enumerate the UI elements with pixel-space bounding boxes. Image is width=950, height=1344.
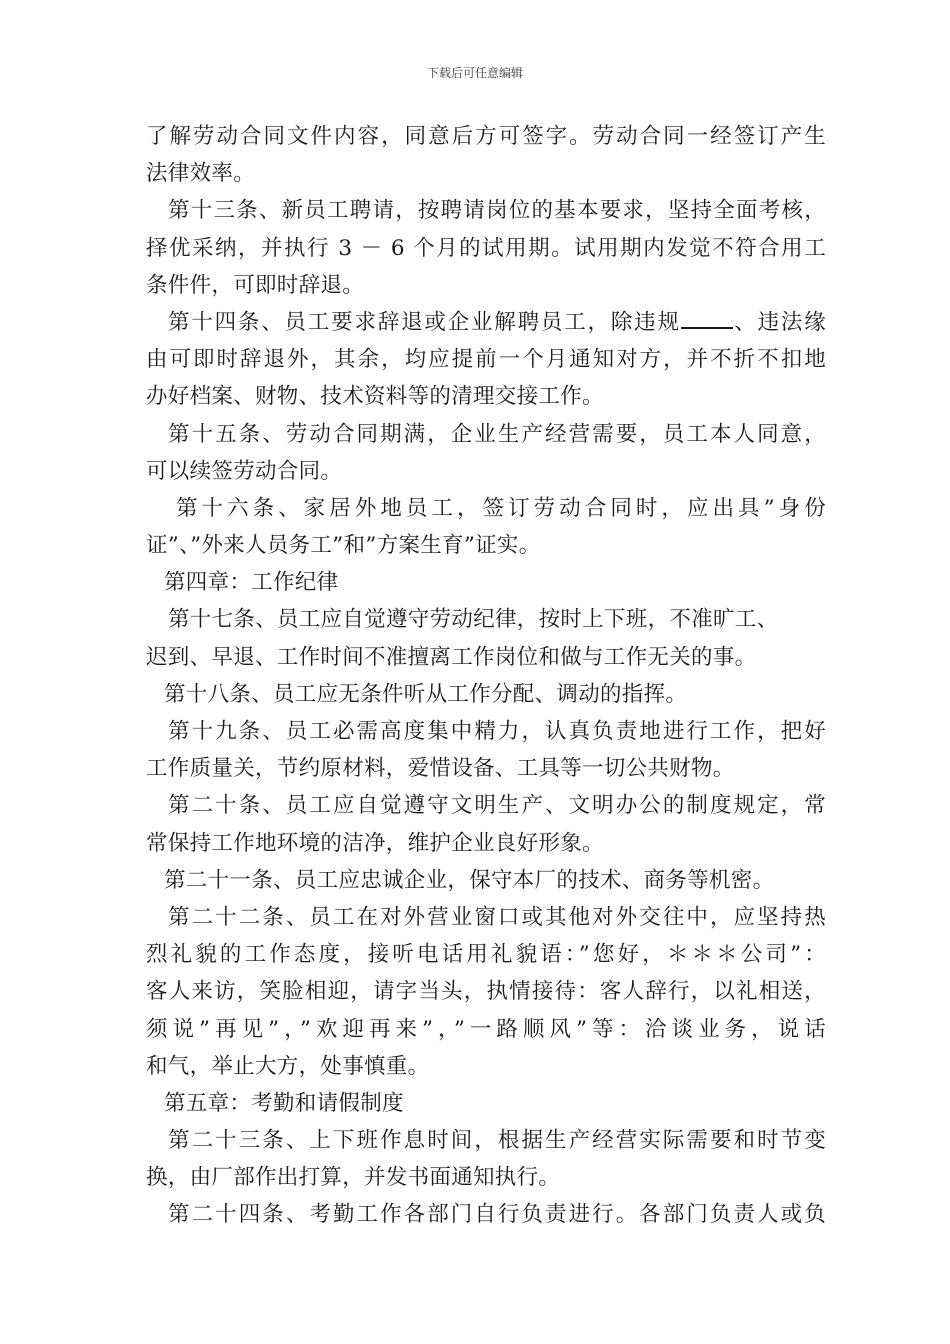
- text-line: 法律效率。: [146, 161, 256, 187]
- text-line: 可以续签劳动合同。: [146, 458, 343, 484]
- page-header: 下载后可任意编辑: [426, 66, 523, 80]
- text-line: 第十八条、员工应无条件听从工作分配、调动的指挥。: [164, 681, 688, 707]
- text-line: 第十七条、员工应自觉遵守劳动纪律，按时上下班，不准旷工、: [168, 607, 779, 633]
- text-line: 第二十三条、上下班作息时间，根据生产经营实际需要和时节变: [168, 1128, 826, 1154]
- text-line: [146, 304, 826, 341]
- text-line: 办好档案、财物、技术资料等的清理交接工作。: [146, 384, 604, 410]
- text-line: 须说”再见”，”欢迎再来”，”一路顺风”等：洽谈业务，说话: [146, 1016, 826, 1042]
- text-line: 证”、”外来人员务工”和”方案生育”证实。: [146, 533, 541, 559]
- text-line: 择优采纳，并执行 3 － 6 个月的试用期。试用期内发觉不符合用工: [146, 235, 826, 261]
- text-line: 迟到、早退、工作时间不准擅离工作岗位和做与工作无关的事。: [146, 644, 757, 670]
- text-line: 第二十一条、员工应忠诚企业，保守本厂的技术、商务等机密。: [164, 867, 775, 893]
- text-line: 第二十四条、考勤工作各部门自行负责进行。各部门负责人或负: [168, 1202, 826, 1228]
- text-line: 客人来访，笑脸相迎，请字当头，执情接待：客人辞行，以礼相送，: [146, 979, 826, 1005]
- text-line: 第五章：考勤和请假制度: [164, 1090, 404, 1116]
- text-line: 换，由厂部作出打算，并发书面通知执行。: [146, 1165, 561, 1191]
- text-line: 第十五条、劳动合同期满，企业生产经营需要，员工本人同意，: [168, 421, 826, 447]
- text-line: 常保持工作地环境的洁净，维护企业良好形象。: [146, 830, 604, 856]
- text-line: 第二十二条、员工在对外营业窗口或其他对外交往中，应坚持热: [168, 904, 826, 930]
- text-line: 第十九条、员工必需高度集中精力，认真负责地进行工作，把好: [168, 719, 826, 744]
- text-line: 工作质量关，节约原材料，爱惜设备、工具等一切公共财物。: [146, 756, 735, 782]
- document-body: [146, 118, 826, 1234]
- text-segment: 第十四条、员工要求辞退或企业解聘员工，除违规: [168, 309, 681, 335]
- text-line: 和气，举止大方，处事慎重。: [146, 1053, 430, 1079]
- text-line: 第四章：工作纪律: [164, 570, 339, 596]
- text-line: 了解劳动合同文件内容，同意后方可签字。劳动合同一经签订产生: [146, 124, 826, 149]
- text-line: 烈礼貌的工作态度，接听电话用礼貌语：”您好，＊＊＊公司”：: [146, 942, 826, 968]
- text-line: 由可即时辞退外，其余，均应提前一个月通知对方，并不折不扣地: [146, 347, 826, 373]
- text-line: 第二十条、员工应自觉遵守文明生产、文明办公的制度规定，常: [168, 793, 826, 819]
- text-line: 第十三条、新员工聘请，按聘请岗位的基本要求，坚持全面考核，: [168, 198, 826, 224]
- text-line: 条件件，可即时辞退。: [146, 272, 365, 298]
- text-segment: 、违法缘: [732, 309, 826, 335]
- fill-in-blank: [681, 309, 733, 329]
- text-line: 第十六条、家居外地员工，签订劳动合同时，应出具”身份: [176, 495, 826, 521]
